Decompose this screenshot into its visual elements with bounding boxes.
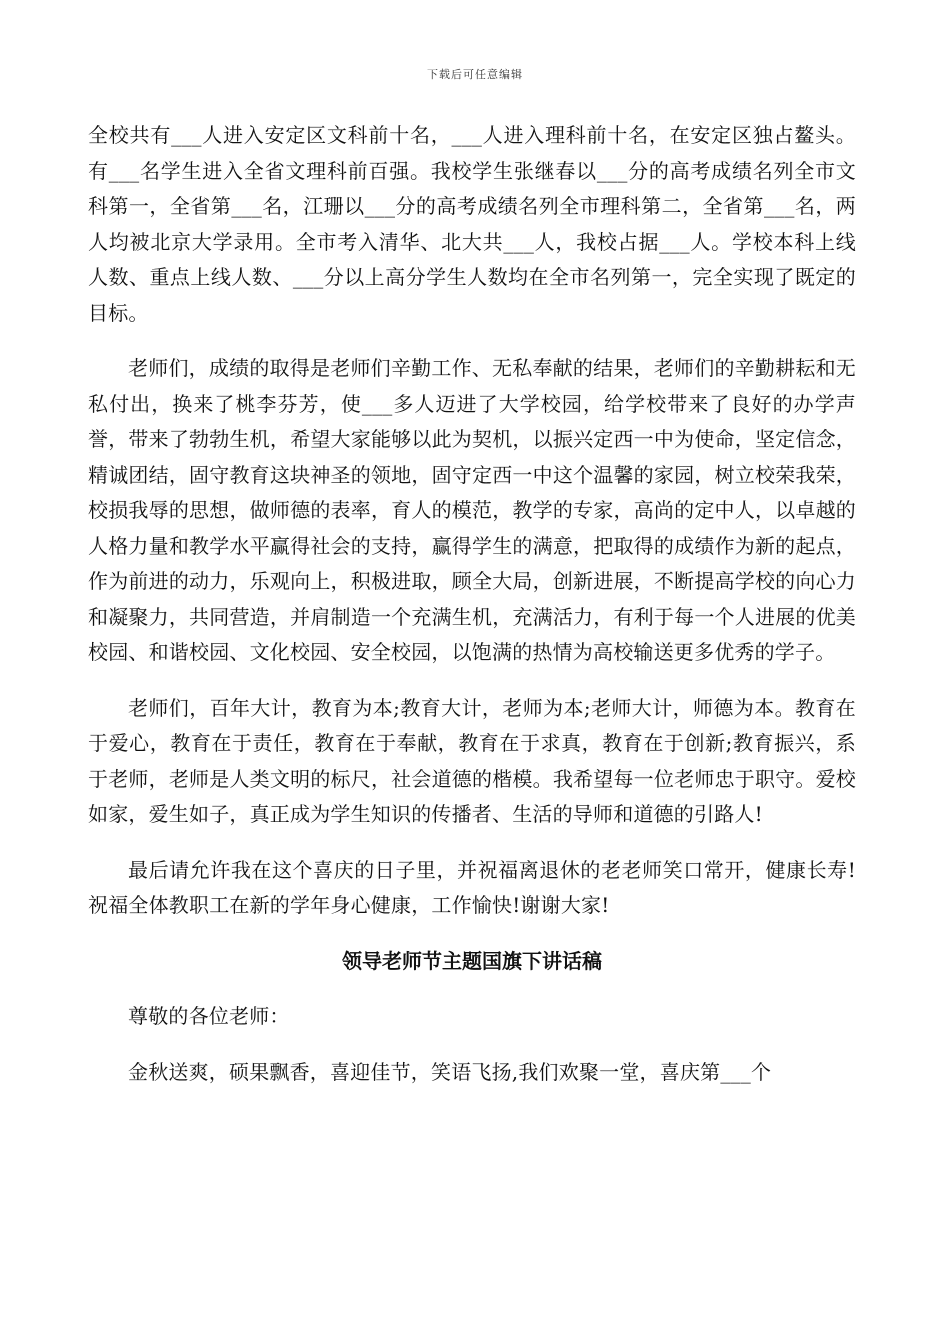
paragraph-teachers-effort: 老师们，成绩的取得是老师们辛勤工作、无私奉献的结果，老师们的辛勤耕耘和无私付出，换来了桃李芬芳，使___多人迈进了大学校园，给学校带来了良好的办学声誉，带来了勃勃生机，希望大家能够以此为契机，以振兴定西一中为使命，坚定信念，精诚团结，固守教育这块神圣的领地，固守定西一中这个温馨的家园，树立校荣我荣，校损我辱的思想，做师德的表率，育人的模范，教学的专家，高尚的定中人，以卓越的人格力量和教学水平赢得社会的支持，赢得学生的满意，把取得的成绩作为新的起点，作为前进的动力，乐观向上，积极进取，顾全大局，创新进展，不断提高学校的向心力和凝聚力，共同营造，并肩制造一个充满生机，充满活力，有利于每一个人进展的优美校园、和谐校园、文化校园、安全校园，以饱满的热情为高校输送更多优秀的学子。 — [88, 356, 856, 664]
paragraph-results: 全校共有___人进入安定区文科前十名，___人进入理科前十名，在安定区独占鳌头。有___名学生进入全省文理科前百强。我校学生张继春以___分的高考成绩名列全市文科第一，全省第___名，江珊以___分的高考成绩名列全市理科第二，全省第___名，两人均被北京大学录用。全市考入清华、北大共___人，我校占据___人。学校本科上线人数、重点上线人数、___分以上高分学生人数均在全市名列第一，完全实现了既定的目标。 — [88, 123, 856, 325]
page-header: 下载后可任意编辑 — [427, 68, 523, 81]
paragraph-closing-wishes: 最后请允许我在这个喜庆的日子里，并祝福离退休的老老师笑口常开，健康长寿!祝福全体教职工在新的学年身心健康，工作愉快!谢谢大家! — [88, 857, 856, 917]
section-title: 领导老师节主题国旗下讲话稿 — [342, 948, 602, 973]
salutation: 尊敬的各位老师： — [128, 1004, 290, 1028]
paragraph-education-foundation: 老师们，百年大计，教育为本;教育大计，老师为本;老师大计，师德为本。教育在于爱心，教育在于责任，教育在于奉献，教育在于求真，教育在于创新;教育振兴，系于老师，老师是人类文明的标尺，社会道德的楷模。我希望每一位老师忠于职守。爱校如家，爱生如子，真正成为学生知识的传播者、生活的导师和道德的引路人! — [88, 695, 856, 826]
paragraph-opening: 金秋送爽，硕果飘香，喜迎佳节，笑语飞扬,我们欢聚一堂，喜庆第___个 — [128, 1059, 772, 1084]
document-body — [88, 118, 856, 1110]
